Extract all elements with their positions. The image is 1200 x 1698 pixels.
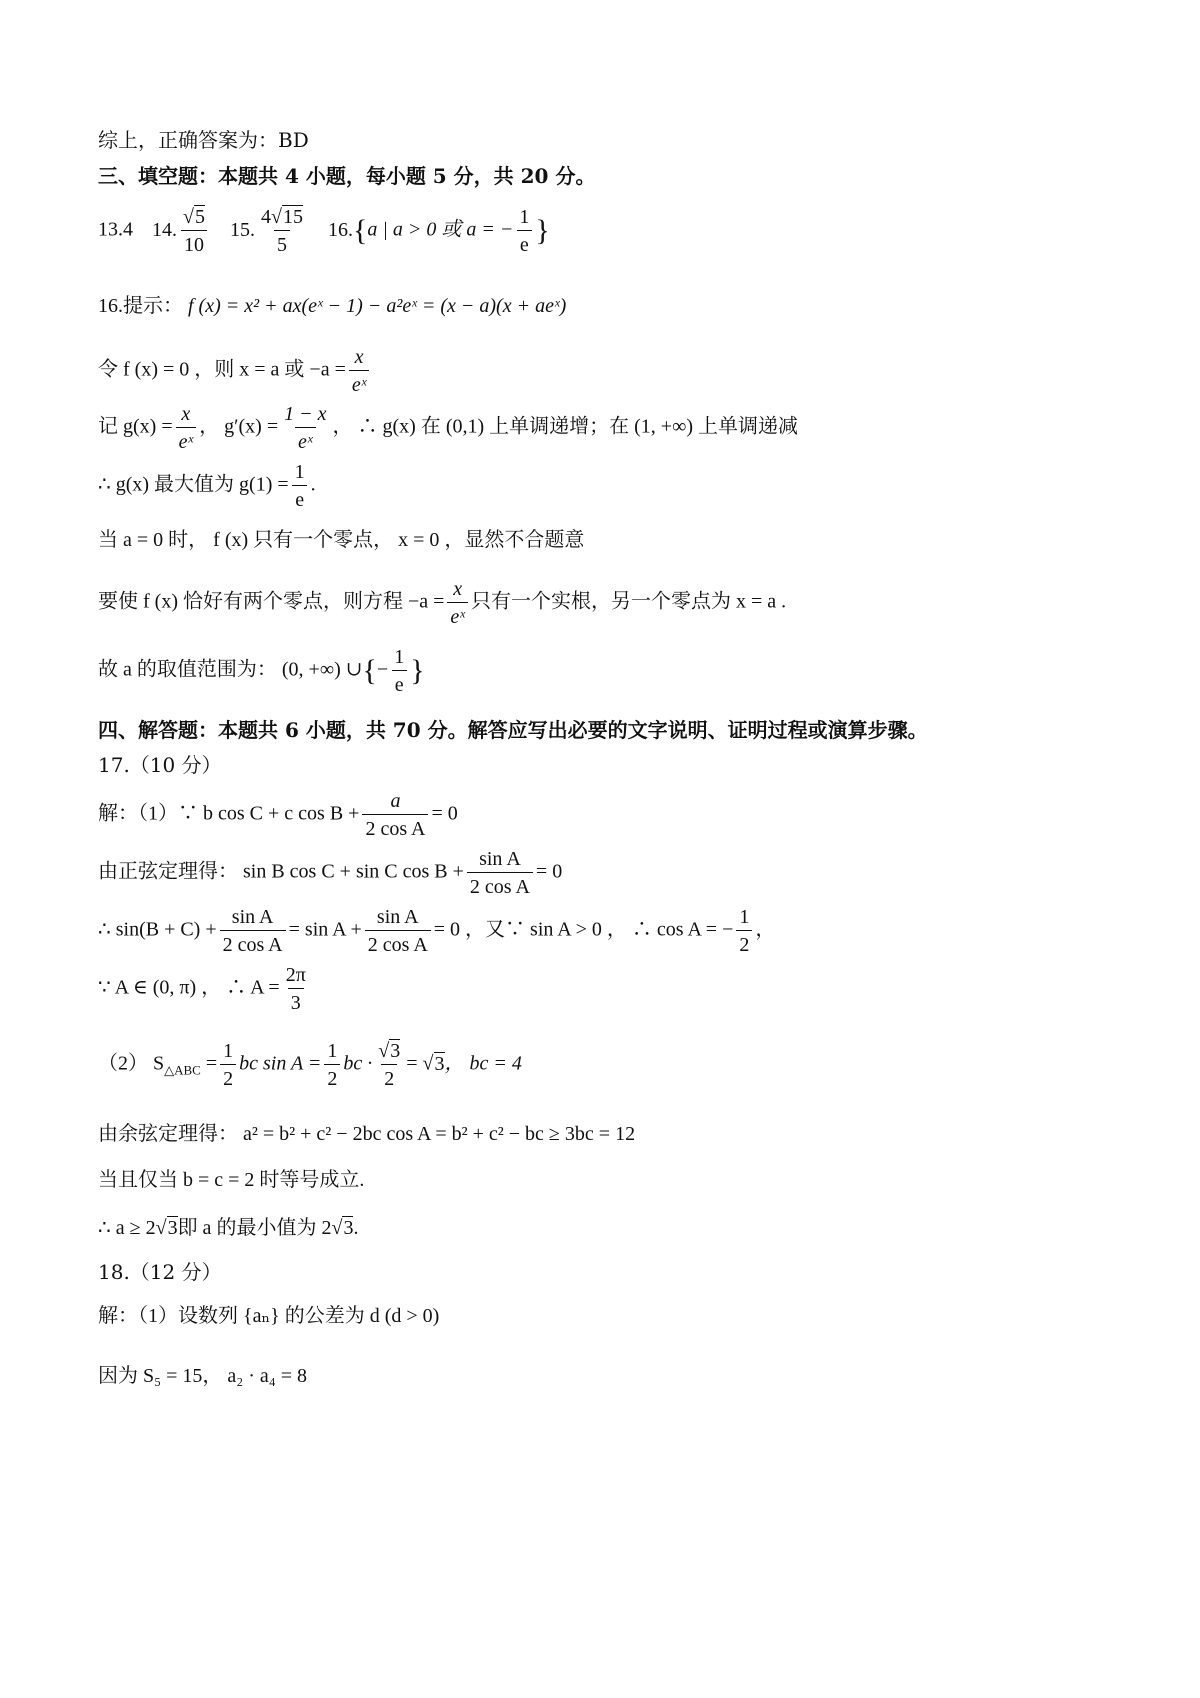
q17-line-5: （2） $S_{\triangle ABC}$ = $\frac{1}{2}$ bc sin A = $\frac{1}{2}$ bc · $\frac{√3}{2}$ = √3， bc = 4 [98,1040,522,1090]
hint-16-line-7-minus: − [376,658,389,681]
q17-line-5-eq-1: = [205,1052,218,1075]
q17-line-5-post: ， bc = 4 [444,1052,522,1075]
hint-16-line-3-numerator-1: x [181,403,191,425]
answer-16-set: a | a > 0 或 a = − [367,218,514,241]
answer-15-coef: 4 [260,206,271,228]
answer-13: 13.4 [98,218,133,241]
hint-16-line-3-denominator-1: eˣ [176,427,197,453]
answer-16-numerator: 1 [519,206,530,228]
hint-16-line-3-fraction-1 [176,403,197,453]
answer-14-fraction: $\frac{√5}{10}$ [180,206,208,256]
q17-line-1-denominator: 2 cos A [362,814,428,840]
answer-16-label: 16. [327,218,353,241]
hint-16-line-7-text: 故 a 的取值范围为： (0, +∞) ∪ [98,658,363,681]
hint-16-line-3 [98,403,798,453]
hint-16-line-7-fraction [391,646,407,696]
answer-16-denominator: e [517,230,532,256]
q17-line-3-denominator-3: 2 [736,930,752,956]
hint-16-line-4-post: . [310,473,316,496]
hint-16-expression: f (x) = x² + ax(eˣ − 1) − a²eˣ = (x − a)(x + aeˣ) [188,295,567,317]
answer-14-denominator: 10 [181,230,207,256]
answer-14-numerator: 5 [194,206,205,228]
q17-line-4-denominator: 3 [288,988,304,1014]
q17-line-4-text: ∵ A ∈ (0, π) ， ∴ A = [98,976,280,999]
q17-line-5-part-c: bc · [343,1052,373,1075]
hint-16-line-5: 当 a = 0 时， f (x) 只有一个零点， x = 0 ，显然不合题意 [98,529,585,551]
hint-16-line-6-numerator: x [453,578,463,600]
hint-16-line-1 [98,296,566,316]
q18-line-2: 因为 S₅ = 15， a₂ · a₄ = 8 [98,1365,308,1387]
q17-line-4-fraction [283,964,309,1014]
q17-line-4 [98,964,312,1014]
hint-16-line-7-numerator: 1 [394,646,405,668]
q17-line-5-numerator-3: 3 [390,1040,401,1062]
q17-line-3-denominator-2: 2 cos A [365,930,431,956]
q17-line-5-fraction-1 [220,1040,236,1090]
hint-16-line-3-post: ， ∴ g(x) 在 (0,1) 上单调递增；在 (1, +∞) 上单调递减 [332,415,798,438]
hint-16-line-4-numerator: 1 [294,461,305,483]
q17-line-5-numerator-1: 1 [223,1040,234,1062]
q17-line-1-numerator: a [390,790,401,812]
q17-line-3-post: ， [755,918,776,941]
q17-line-3-mid: = sin A + [288,918,362,941]
hint-16-line-6 [98,578,786,628]
q17-line-5-radicand: 3 [434,1052,445,1075]
q17-line-3-mid-2: = 0 ，又∵ sin A > 0 ， ∴ cos A = − [433,918,734,941]
fill-in-answers: 13.4 14. $\frac{√5}{10}$ 15. $\frac{4√15}{5}$ 16.{a | a > 0 或 a = − $\frac{1}{e}$ } [98,206,550,256]
q17-line-7: 当且仅当 b = c = 2 时等号成立. [98,1169,365,1191]
hint-16-line-3-fraction-2 [281,403,329,453]
answer-15-fraction: $\frac{4√15}{5}$ [260,206,303,256]
hint-16-line-2-numerator: x [354,346,364,368]
section-4-heading: 四、解答题：本题共 6 小题，共 70 分。解答应写出必要的文字说明、证明过程或演算步骤。 [98,718,928,742]
q17-line-5-fraction-3: $\frac{√3}{2}$ [378,1040,401,1090]
answer-16-fraction [516,206,532,256]
q17-line-5-fraction-2 [324,1040,340,1090]
q17-line-5-text: （2） S [98,1052,165,1075]
answer-14-label: 14. [152,218,177,241]
hint-16-line-6-denominator: eˣ [447,602,468,628]
hint-16-line-4-denominator: e [292,485,307,511]
q17-line-2-post: = 0 [535,860,563,883]
hint-16-line-3-text: 记 g(x) = [98,415,173,438]
q17-line-3-numerator-3: 1 [739,906,750,928]
q17-line-3-numerator-2: sin A [376,906,419,928]
answer-15-label: 15. [229,218,255,241]
section-3-heading: 三、填空题：本题共 4 小题，每小题 5 分，共 20 分。 [98,164,596,188]
q17-line-3-fraction-3 [736,906,752,956]
hint-16-line-4-fraction [292,461,308,511]
q17-line-3-fraction-1 [220,906,286,956]
hint-16-line-3-mid: ， g′(x) = [199,415,279,438]
conclusion-line: 综上，正确答案为：BD [98,128,309,152]
q17-line-1-fraction [362,790,428,840]
hint-16-line-2-fraction [349,346,370,396]
answer-15-denominator: 5 [274,230,290,256]
hint-16-line-2 [98,346,372,396]
hint-16-label: 16.提示： [98,295,183,317]
q17-line-4-numerator: 2π [285,964,306,986]
answer-15-radicand: 15 [282,206,303,228]
q17-line-3-fraction-2 [365,906,431,956]
q17-line-6: 由余弦定理得： a² = b² + c² − 2bc cos A = b² + c² − bc ≥ 3bc = 12 [98,1123,636,1145]
hint-16-line-7: 故 a 的取值范围为： (0, +∞) ∪{− $\frac{1}{e}$ } [98,646,425,696]
q17-line-5-denominator-2: 2 [324,1064,340,1090]
q17-line-8-radicand-1: 3 [167,1217,178,1239]
q17-line-1 [98,790,458,840]
q17-line-5-subscript: △ABC [164,1062,201,1078]
q17-line-3 [98,906,775,956]
hint-16-line-3-numerator-2: 1 − x [284,403,327,425]
q17-line-5-numerator-2: 1 [327,1040,338,1062]
q17-line-1-text: 解：（1）∵ b cos C + c cos B + [98,802,360,825]
q17-line-5-part-b: bc sin A = [239,1052,322,1075]
q17-line-1-post: = 0 [431,802,458,825]
hint-16-line-6-text: 要使 f (x) 恰好有两个零点，则方程 −a = [98,590,445,613]
q17-line-8-mid: 即 a 的最小值为 2 [177,1217,332,1239]
hint-16-line-6-post: 只有一个实根，另一个零点为 x = a . [470,590,787,613]
q17-line-8-text: ∴ a ≥ 2 [98,1217,156,1239]
q17-line-8: ∴ a ≥ 2√3即 a 的最小值为 2√3. [98,1217,359,1239]
q17-line-8-radicand-2: 3 [343,1217,354,1239]
q18-line-1: 解：（1）设数列 {aₙ} 的公差为 d (d > 0) [98,1305,440,1327]
q17-line-3-text: ∴ sin(B + C) + [98,918,217,941]
hint-16-line-7-denominator: e [392,670,407,696]
q17-line-2-numerator: sin A [479,848,521,870]
q17-line-2 [98,848,562,898]
q17-line-3-denominator-1: 2 cos A [220,930,286,956]
hint-16-line-3-denominator-2: eˣ [295,427,316,453]
q17-title: 17.（10 分） [98,753,222,777]
q17-line-2-text: 由正弦定理得： sin B cos C + sin C cos B + [98,860,464,883]
q17-line-3-numerator-1: sin A [231,906,274,928]
q17-line-5-denominator-1: 2 [220,1064,236,1090]
hint-16-line-2-text: 令 f (x) = 0 ，则 x = a 或 −a = [98,358,346,381]
hint-16-line-4 [98,461,316,511]
q17-line-8-post: . [353,1217,359,1239]
hint-16-line-2-denominator: eˣ [349,370,370,396]
hint-16-line-4-text: ∴ g(x) 最大值为 g(1) = [98,473,289,496]
q17-line-2-denominator: 2 cos A [467,872,533,898]
q17-line-5-eq-2: = [406,1052,418,1075]
q17-line-2-fraction [467,848,533,898]
q17-line-5-denominator-3: 2 [381,1064,397,1090]
hint-16-line-6-fraction [447,578,468,628]
q18-title: 18.（12 分） [98,1260,222,1284]
